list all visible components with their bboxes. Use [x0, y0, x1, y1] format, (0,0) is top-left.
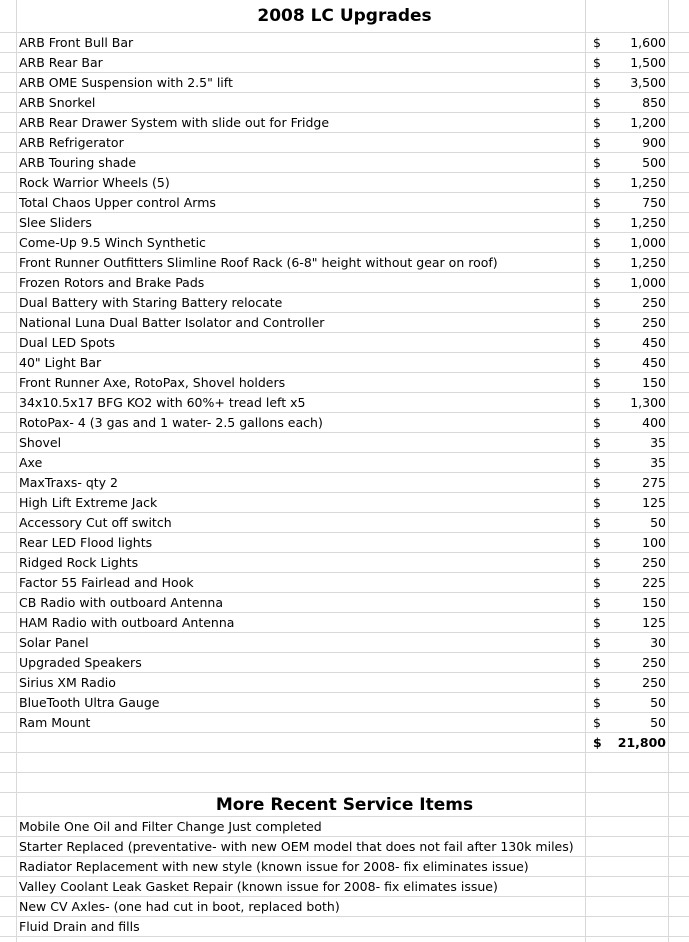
upgrade-row[interactable] — [0, 673, 689, 693]
upgrade-row[interactable] — [0, 333, 689, 353]
upgrade-label: Sirius XM Radio — [19, 675, 116, 690]
upgrade-row[interactable] — [0, 293, 689, 313]
currency-symbol: $ — [593, 575, 601, 590]
upgrade-amount: 250 — [642, 655, 666, 670]
upgrade-row[interactable] — [0, 553, 689, 573]
upgrade-amount: 900 — [642, 135, 666, 150]
upgrade-amount: 150 — [642, 375, 666, 390]
upgrade-row[interactable] — [0, 693, 689, 713]
upgrade-amount: 225 — [642, 575, 666, 590]
upgrade-label: RotoPax- 4 (3 gas and 1 water- 2.5 gallons each) — [19, 415, 323, 430]
upgrade-amount: 50 — [650, 695, 666, 710]
upgrade-amount: 30 — [650, 635, 666, 650]
currency-symbol: $ — [593, 315, 601, 330]
currency-symbol: $ — [593, 375, 601, 390]
upgrade-label: Ridged Rock Lights — [19, 555, 139, 570]
upgrade-amount: 125 — [642, 495, 666, 510]
upgrade-row[interactable] — [0, 53, 689, 73]
upgrade-row[interactable] — [0, 193, 689, 213]
total-amount: 21,800 — [617, 735, 666, 750]
upgrade-label: Dual LED Spots — [19, 335, 116, 350]
upgrade-amount: 500 — [642, 155, 666, 170]
upgrade-amount: 1,250 — [630, 255, 666, 270]
currency-symbol: $ — [593, 435, 601, 450]
upgrade-amount: 850 — [642, 95, 666, 110]
currency-symbol: $ — [593, 455, 601, 470]
currency-symbol: $ — [593, 615, 601, 630]
service-item: Radiator Replacement with new style (known issue for 2008- fix eliminates issue) — [19, 859, 529, 874]
service-item: Starter Replaced (preventative- with new OEM model that does not fail after 130k miles) — [19, 839, 574, 854]
upgrade-amount: 125 — [642, 615, 666, 630]
currency-symbol: $ — [593, 255, 601, 270]
upgrade-label: 34x10.5x17 BFG KO2 with 60%+ tread left x5 — [19, 395, 306, 410]
service-title-row[interactable] — [0, 793, 689, 817]
currency-symbol: $ — [593, 395, 601, 410]
currency-symbol: $ — [593, 155, 601, 170]
upgrade-label: Rock Warrior Wheels (5) — [19, 175, 170, 190]
upgrade-amount: 1,000 — [630, 275, 666, 290]
upgrade-row[interactable] — [0, 613, 689, 633]
currency-symbol: $ — [593, 595, 601, 610]
currency-symbol: $ — [593, 55, 601, 70]
service-row[interactable] — [0, 877, 689, 897]
upgrade-label: ARB Rear Bar — [19, 55, 103, 70]
upgrade-row[interactable] — [0, 93, 689, 113]
service-item: Fluid Drain and fills — [19, 919, 140, 934]
upgrade-row[interactable] — [0, 453, 689, 473]
upgrade-label: MaxTraxs- qty 2 — [19, 475, 118, 490]
upgrade-label: Axe — [19, 455, 43, 470]
upgrade-row[interactable] — [0, 433, 689, 453]
upgrade-row[interactable] — [0, 493, 689, 513]
service-item: New CV Axles- (one had cut in boot, replaced both) — [19, 899, 340, 914]
upgrades-title-row[interactable] — [0, 0, 689, 33]
currency-symbol: $ — [593, 135, 601, 150]
upgrade-amount: 50 — [650, 715, 666, 730]
currency-symbol: $ — [593, 495, 601, 510]
service-title: More Recent Service Items — [215, 794, 474, 815]
currency-symbol: $ — [593, 535, 601, 550]
service-row[interactable] — [0, 837, 689, 857]
currency-symbol: $ — [593, 675, 601, 690]
upgrades-title: 2008 LC Upgrades — [257, 6, 432, 26]
upgrade-label: Frozen Rotors and Brake Pads — [19, 275, 205, 290]
upgrade-row[interactable] — [0, 73, 689, 93]
currency-symbol: $ — [593, 175, 601, 190]
upgrade-row[interactable] — [0, 593, 689, 613]
upgrade-amount: 1,300 — [630, 395, 666, 410]
currency-symbol: $ — [593, 415, 601, 430]
upgrade-label: Accessory Cut off switch — [19, 515, 172, 530]
upgrade-label: Upgraded Speakers — [19, 655, 142, 670]
currency-symbol: $ — [593, 475, 601, 490]
upgrade-amount: 450 — [642, 335, 666, 350]
service-item: Mobile One Oil and Filter Change Just completed — [19, 819, 322, 834]
upgrade-row[interactable] — [0, 533, 689, 553]
upgrade-label: Dual Battery with Staring Battery relocate — [19, 295, 283, 310]
upgrade-amount: 1,500 — [630, 55, 666, 70]
service-row[interactable] — [0, 897, 689, 917]
upgrade-row[interactable] — [0, 713, 689, 733]
currency-symbol: $ — [593, 715, 601, 730]
upgrade-label: ARB Refrigerator — [19, 135, 124, 150]
upgrade-row[interactable] — [0, 473, 689, 493]
service-item: Valley Coolant Leak Gasket Repair (known issue for 2008- fix elimates issue) — [19, 879, 498, 894]
upgrade-label: Factor 55 Fairlead and Hook — [19, 575, 194, 590]
upgrade-amount: 35 — [650, 455, 666, 470]
currency-symbol: $ — [593, 655, 601, 670]
upgrade-label: ARB OME Suspension with 2.5" lift — [19, 75, 233, 90]
upgrade-label: ARB Touring shade — [19, 155, 137, 170]
upgrade-row[interactable] — [0, 633, 689, 653]
upgrade-label: Ram Mount — [19, 715, 91, 730]
upgrade-label: Shovel — [19, 435, 62, 450]
upgrade-amount: 400 — [642, 415, 666, 430]
upgrade-row[interactable] — [0, 253, 689, 273]
upgrade-amount: 35 — [650, 435, 666, 450]
upgrade-row[interactable] — [0, 573, 689, 593]
upgrade-row[interactable] — [0, 413, 689, 433]
upgrade-row[interactable] — [0, 373, 689, 393]
currency-symbol: $ — [593, 295, 601, 310]
upgrade-label: ARB Snorkel — [19, 95, 96, 110]
currency-symbol: $ — [593, 95, 601, 110]
upgrade-row[interactable] — [0, 213, 689, 233]
upgrade-label: Come-Up 9.5 Winch Synthetic — [19, 235, 206, 250]
currency-symbol: $ — [593, 275, 601, 290]
service-row[interactable] — [0, 857, 689, 877]
upgrade-row[interactable] — [0, 653, 689, 673]
currency-symbol: $ — [593, 635, 601, 650]
upgrade-amount: 50 — [650, 515, 666, 530]
upgrade-row[interactable] — [0, 353, 689, 373]
upgrade-amount: 1,250 — [630, 215, 666, 230]
service-row[interactable] — [0, 817, 689, 837]
upgrade-row[interactable] — [0, 33, 689, 53]
upgrade-label: Slee Sliders — [19, 215, 92, 230]
upgrade-row[interactable] — [0, 173, 689, 193]
currency-symbol: $ — [593, 115, 601, 130]
currency-symbol: $ — [593, 695, 601, 710]
upgrade-label: BlueTooth Ultra Gauge — [19, 695, 160, 710]
currency-symbol: $ — [593, 515, 601, 530]
upgrade-amount: 450 — [642, 355, 666, 370]
currency-symbol: $ — [593, 195, 601, 210]
currency-symbol: $ — [593, 335, 601, 350]
upgrade-amount: 250 — [642, 315, 666, 330]
currency-symbol: $ — [593, 215, 601, 230]
empty-row[interactable] — [0, 753, 689, 773]
empty-row[interactable] — [0, 773, 689, 793]
upgrade-row[interactable] — [0, 133, 689, 153]
upgrade-label: National Luna Dual Batter Isolator and Controller — [19, 315, 325, 330]
upgrade-row[interactable] — [0, 233, 689, 253]
upgrade-amount: 1,600 — [630, 35, 666, 50]
service-row[interactable] — [0, 917, 689, 937]
upgrade-amount: 275 — [642, 475, 666, 490]
upgrade-amount: 1,000 — [630, 235, 666, 250]
currency-symbol: $ — [593, 235, 601, 250]
upgrade-row[interactable] — [0, 273, 689, 293]
currency-symbol: $ — [593, 75, 601, 90]
upgrade-label: ARB Front Bull Bar — [19, 35, 134, 50]
upgrade-amount: 100 — [642, 535, 666, 550]
upgrade-label: Front Runner Outfitters Slimline Roof Rack (6-8" height without gear on roof) — [19, 255, 498, 270]
upgrade-label: 40" Light Bar — [19, 355, 102, 370]
upgrade-label: Solar Panel — [19, 635, 89, 650]
upgrade-amount: 250 — [642, 295, 666, 310]
upgrade-label: CB Radio with outboard Antenna — [19, 595, 223, 610]
currency-symbol: $ — [593, 735, 602, 750]
upgrade-label: Total Chaos Upper control Arms — [19, 195, 216, 210]
currency-symbol: $ — [593, 35, 601, 50]
upgrade-row[interactable] — [0, 513, 689, 533]
currency-symbol: $ — [593, 555, 601, 570]
upgrade-amount: 250 — [642, 675, 666, 690]
upgrade-amount: 3,500 — [630, 75, 666, 90]
upgrade-label: ARB Rear Drawer System with slide out for Fridge — [19, 115, 330, 130]
upgrade-row[interactable] — [0, 393, 689, 413]
upgrade-label: High Lift Extreme Jack — [19, 495, 158, 510]
upgrade-label: Rear LED Flood lights — [19, 535, 153, 550]
currency-symbol: $ — [593, 355, 601, 370]
upgrade-amount: 1,250 — [630, 175, 666, 190]
upgrade-amount: 150 — [642, 595, 666, 610]
upgrade-row[interactable] — [0, 153, 689, 173]
upgrade-label: Front Runner Axe, RotoPax, Shovel holders — [19, 375, 286, 390]
upgrade-row[interactable] — [0, 113, 689, 133]
upgrade-amount: 1,200 — [630, 115, 666, 130]
upgrade-amount: 250 — [642, 555, 666, 570]
upgrade-label: HAM Radio with outboard Antenna — [19, 615, 235, 630]
total-row[interactable] — [0, 733, 689, 753]
upgrade-amount: 750 — [642, 195, 666, 210]
upgrade-row[interactable] — [0, 313, 689, 333]
